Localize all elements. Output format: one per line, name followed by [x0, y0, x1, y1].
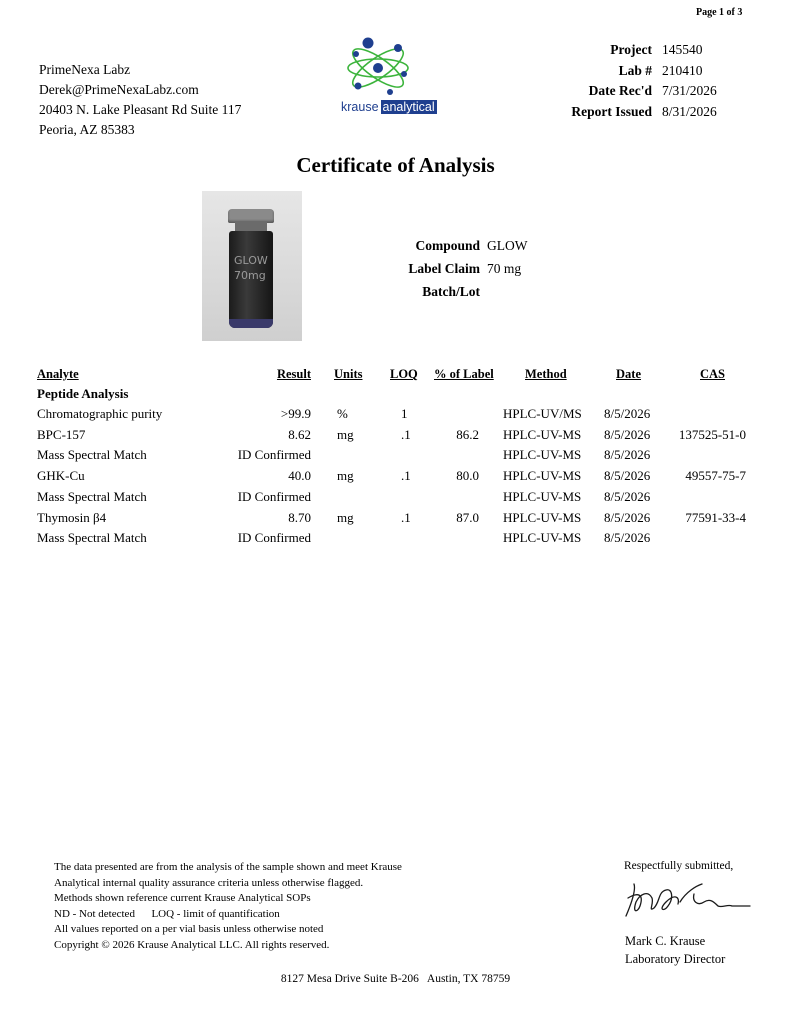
compound-label: Compound	[415, 238, 480, 253]
cell-result: 8.62	[288, 426, 311, 442]
date-received-value: 7/31/2026	[662, 83, 717, 98]
cell-units: mg	[337, 468, 354, 484]
cell-cas: 137525-51-0	[678, 426, 746, 442]
date-received-label: Date Rec'd	[588, 83, 652, 98]
footnotes	[54, 860, 402, 953]
table-row	[0, 468, 791, 488]
cell-date: 8/5/2026	[604, 406, 651, 421]
cell-result: ID Confirmed	[237, 447, 311, 463]
cell-method: HPLC-UV-MS	[503, 447, 582, 463]
cell-result: 8.70	[288, 509, 311, 525]
footnote-line: The data presented are from the analysis of the sample shown and meet Krause	[54, 861, 402, 873]
report-meta-values	[662, 40, 717, 122]
cell-loq: .1	[401, 468, 411, 484]
label-claim-label: Label Claim	[408, 261, 480, 276]
page-title: Certificate of Analysis	[296, 153, 495, 177]
report-issued-label: Report Issued	[571, 103, 652, 119]
signer-name: Mark C. Krause	[625, 934, 706, 948]
cell-result: 40.0	[288, 468, 311, 484]
krause-analytical-logo	[338, 34, 458, 120]
cell-analyte: GHK-Cu	[37, 468, 85, 484]
table-row	[0, 406, 791, 426]
cell-analyte: Thymosin β4	[37, 509, 107, 525]
cell-units: mg	[337, 509, 354, 525]
vial-base	[229, 319, 273, 328]
cell-date: 8/5/2026	[604, 468, 651, 484]
table-header-row	[0, 367, 791, 387]
table-row	[0, 489, 791, 509]
client-street: 20403 N. Lake Pleasant Rd Suite 117	[39, 102, 242, 117]
table-row	[0, 427, 791, 447]
client-city: Peoria, AZ 85383	[39, 122, 135, 137]
cell-method: HPLC-UV-MS	[503, 509, 582, 525]
report-meta-labels	[540, 40, 652, 122]
lab-number-label: Lab #	[618, 62, 652, 78]
lab-number-value: 210410	[662, 62, 703, 78]
cell-method: HPLC-UV-MS	[503, 468, 582, 484]
sample-vial-photo	[202, 191, 302, 341]
client-email: Derek@PrimeNexaLabz.com	[39, 82, 199, 97]
cell-method: HPLC-UV-MS	[503, 530, 582, 546]
cell-result: ID Confirmed	[237, 530, 311, 546]
header-date: Date	[616, 367, 641, 381]
handwritten-signature	[618, 872, 758, 928]
batch-lot-label: Batch/Lot	[422, 284, 480, 299]
footnote-line: ND - Not detected LOQ - limit of quantification	[54, 907, 280, 920]
cell-date: 8/5/2026	[604, 426, 651, 442]
logo-word-krause: krause	[341, 100, 379, 114]
label-claim-value: 70 mg	[487, 261, 522, 276]
cell-analyte: Mass Spectral Match	[37, 447, 147, 463]
cell-result: ID Confirmed	[237, 488, 311, 504]
vial-label	[234, 253, 268, 283]
cell-analyte: Mass Spectral Match	[37, 488, 147, 504]
cell-units: %	[337, 406, 348, 421]
cell-loq: .1	[401, 509, 411, 525]
header-units: Units	[334, 367, 363, 381]
cell-loq: .1	[401, 426, 411, 442]
cell-percent-label: 80.0	[456, 468, 479, 484]
footnote-line: Copyright © 2026 Krause Analytical LLC. All rights reserved.	[54, 938, 330, 951]
table-row	[0, 530, 791, 550]
vial-label-line2: 70mg	[234, 269, 266, 282]
cell-method: HPLC-UV/MS	[503, 406, 582, 421]
lab-address: 8127 Mesa Drive Suite B-206 Austin, TX 78759	[280, 973, 511, 985]
compound-value: GLOW	[487, 238, 528, 253]
signer-block	[625, 932, 725, 968]
header-analyte: Analyte	[37, 367, 79, 381]
compound-values	[487, 234, 528, 303]
footnote-line: Methods shown reference current Krause Analytical SOPs	[54, 892, 311, 904]
cell-cas: 49557-75-7	[685, 468, 746, 484]
header-loq: LOQ	[390, 367, 418, 381]
cell-loq: 1	[401, 406, 408, 421]
header-method: Method	[525, 367, 567, 381]
respectfully-submitted: Respectfully submitted,	[624, 860, 734, 872]
signer-title: Laboratory Director	[625, 952, 726, 966]
cell-analyte: BPC-157	[37, 426, 86, 442]
logo-word-analytical: analytical	[382, 100, 435, 114]
cell-date: 8/5/2026	[604, 509, 651, 525]
cell-result: >99.9	[280, 406, 311, 421]
cell-percent-label: 87.0	[456, 509, 479, 525]
cell-analyte: Mass Spectral Match	[37, 530, 147, 546]
header-percent-label: % of Label	[434, 367, 494, 381]
cell-date: 8/5/2026	[604, 447, 651, 463]
footnote-line: Analytical internal quality assurance criteria unless otherwise flagged.	[54, 876, 364, 889]
cell-method: HPLC-UV-MS	[503, 426, 582, 442]
cell-date: 8/5/2026	[604, 488, 651, 504]
cell-analyte: Chromatographic purity	[37, 406, 163, 421]
cell-percent-label: 86.2	[456, 426, 479, 442]
client-name: PrimeNexa Labz	[39, 62, 131, 77]
client-address-block	[39, 60, 241, 140]
header-result: Result	[276, 367, 311, 381]
report-issued-value: 8/31/2026	[662, 103, 717, 119]
page-number: Page 1 of 3	[696, 7, 743, 18]
footnote-line: All values reported on a per vial basis unless otherwise noted	[54, 923, 324, 935]
vial-label-line1: GLOW	[234, 254, 268, 267]
table-row	[0, 510, 791, 530]
compound-labels	[380, 234, 480, 303]
atom-icon	[338, 34, 458, 100]
cell-cas: 77591-33-4	[685, 509, 746, 525]
header-cas: CAS	[700, 367, 726, 381]
table-row	[0, 447, 791, 467]
cell-date: 8/5/2026	[604, 530, 651, 546]
section-heading: Peptide Analysis	[37, 386, 129, 401]
vial-body	[229, 231, 273, 328]
project-label: Project	[610, 42, 652, 57]
project-value: 145540	[662, 42, 703, 57]
batch-lot-value	[487, 280, 528, 303]
cell-method: HPLC-UV-MS	[503, 488, 582, 504]
cell-units: mg	[337, 426, 354, 442]
vial-neck	[235, 221, 267, 231]
